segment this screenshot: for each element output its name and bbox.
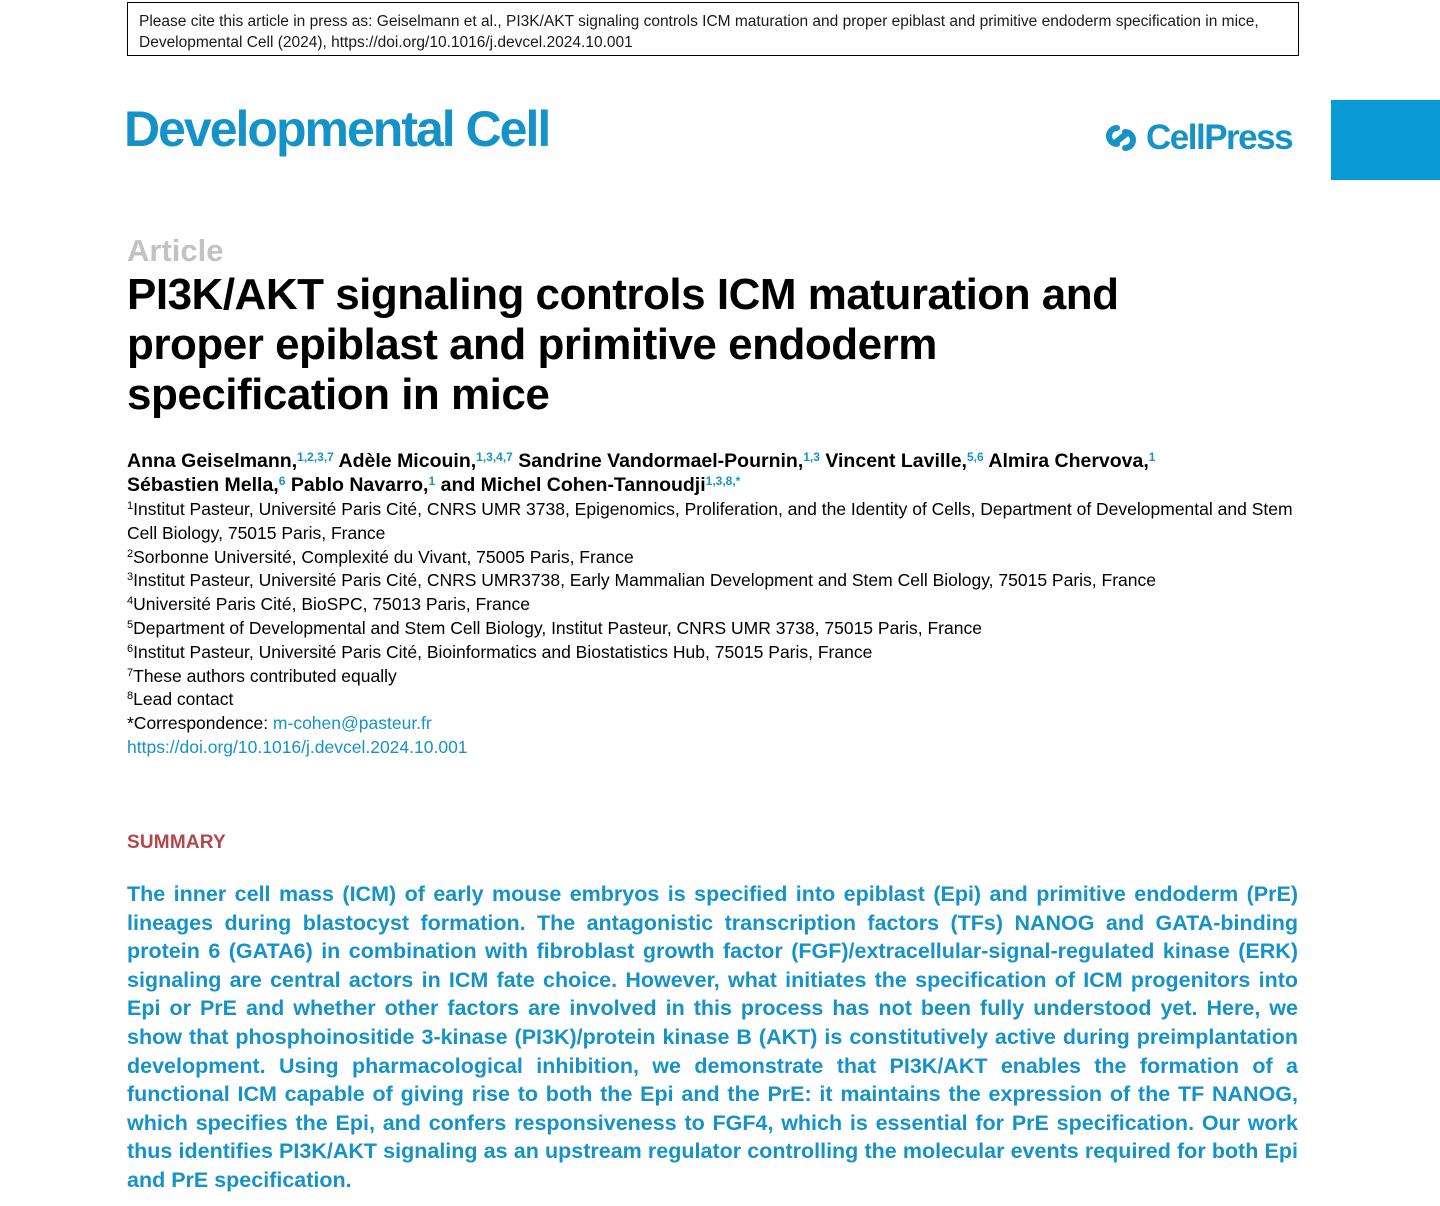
affiliation-item xyxy=(127,593,1307,617)
publisher-name: CellPress xyxy=(1146,118,1293,157)
affiliation-item xyxy=(127,498,1307,546)
cellpress-logo-icon xyxy=(1102,119,1140,157)
affiliations-block xyxy=(127,498,1307,760)
journal-title: Developmental Cell xyxy=(124,101,550,157)
affiliation-text: Department of Developmental and Stem Cell Biology, Institut Pasteur, CNRS UMR 3738, 75015 Paris, France xyxy=(133,617,982,638)
author-name: Vincent Laville, xyxy=(825,450,967,472)
author xyxy=(339,450,513,472)
author xyxy=(518,450,820,472)
author xyxy=(988,450,1155,472)
author-affiliation-marks[interactable]: 1,3,4,7 xyxy=(476,450,513,464)
affiliation-number: 1 xyxy=(127,500,134,512)
author-name: Anna Geiselmann, xyxy=(127,450,298,472)
author-affiliation-marks[interactable]: 1,3 xyxy=(803,450,820,464)
affiliation-number: 5 xyxy=(127,618,134,631)
correspondence xyxy=(127,712,1307,736)
author-affiliation-marks[interactable]: 1,2,3,7 xyxy=(297,450,334,464)
author-affiliation-marks[interactable]: 1,3,8,* xyxy=(705,474,741,488)
affiliation-number: 8 xyxy=(127,690,134,703)
affiliation-item xyxy=(127,665,1307,689)
author xyxy=(825,450,983,472)
paper-title: PI3K/AKT signaling controls ICM maturation and proper epiblast and primitive endoderm specification in mice xyxy=(127,270,1119,419)
affiliation-text: Université Paris Cité, BioSPC, 75013 Paris, France xyxy=(133,594,530,615)
article-type: Article xyxy=(127,233,224,268)
affiliation-text: These authors contributed equally xyxy=(133,665,397,686)
doi-line xyxy=(127,736,1307,760)
author-name: and Michel Cohen-Tannoudji xyxy=(440,474,706,496)
affiliation-item xyxy=(127,641,1307,665)
publisher-logo xyxy=(1102,118,1292,158)
correspondence-label: *Correspondence: xyxy=(127,713,273,734)
author xyxy=(127,450,334,472)
cite-notice-box xyxy=(127,2,1299,56)
affiliation-text: Lead contact xyxy=(133,689,234,710)
affiliation-item xyxy=(127,546,1307,570)
author-name: Adèle Micouin, xyxy=(338,450,477,472)
affiliation-item xyxy=(127,569,1307,593)
summary-text: The inner cell mass (ICM) of early mouse embryos is specified into epiblast (Epi) and primitive endoderm (PrE) lineages during blastocyst formation. The antagonistic transcription factors (TFs) NANOG and GATA-binding protein 6 (GATA6) in combination with fibroblast growth factor (FGF)/extracellular-signal-regulated kinase (ERK) signaling are central actors in ICM fate choice. However, what initiates the specification of ICM progenitors into Epi or PrE and whether other factors are involved in this process has not been fully understood yet. Here, we show that phosphoinositide 3-kinase (PI3K)/protein kinase B (AKT) is constitutively active during preimplantation development. Using pharmacological inhibition, we demonstrate that PI3K/AKT enables the formation of a functional ICM capable of giving rise to both the Epi and the PrE: it maintains the expression of the TF NANOG, which specifies the Epi, and confers responsiveness to FGF4, which is essential for PrE specification. Our work thus identifies PI3K/AKT signaling as an upstream regulator controlling the molecular events required for both Epi and PrE specification. xyxy=(127,882,1298,1192)
summary-heading: SUMMARY xyxy=(127,832,226,853)
affiliation-text: Sorbonne Université, Complexité du Vivant, 75005 Paris, France xyxy=(133,546,634,567)
affiliation-number: 2 xyxy=(127,547,134,560)
cite-notice-text: Please cite this article in press as: Geiselmann et al., PI3K/AKT signaling controls ICM maturation and proper epiblast and primitive endoderm specification in mice, Developmental Cell (2024), https://doi.org/10.1016/j.devcel.2024.10.001 xyxy=(139,13,1259,51)
author-affiliation-marks[interactable]: 1 xyxy=(428,474,436,488)
author-name: Almira Chervova, xyxy=(988,450,1149,472)
author-name: Sébastien Mella, xyxy=(127,474,279,496)
author-affiliation-marks[interactable]: 1 xyxy=(1148,450,1156,464)
author-affiliation-marks[interactable]: 5,6 xyxy=(966,450,984,464)
affiliation-item xyxy=(127,617,1307,641)
affiliation-list xyxy=(127,498,1307,712)
author-name: Pablo Navarro, xyxy=(290,474,429,496)
correspondence-email-link[interactable]: m-cohen@pasteur.fr xyxy=(272,713,432,734)
side-tab xyxy=(1331,100,1440,180)
affiliation-number: 3 xyxy=(127,571,134,584)
affiliation-text: Institut Pasteur, Université Paris Cité, Bioinformatics and Biostatistics Hub, 75015 Paris, France xyxy=(133,641,873,662)
affiliation-text: Institut Pasteur, Université Paris Cité, CNRS UMR3738, Early Mammalian Development and Stem Cell Biology, 75015 Paris, France xyxy=(133,570,1156,591)
doi-link[interactable]: https://doi.org/10.1016/j.devcel.2024.10.001 xyxy=(127,736,468,757)
author xyxy=(291,474,435,496)
affiliation-item xyxy=(127,688,1307,712)
affiliation-text: Institut Pasteur, Université Paris Cité, CNRS UMR 3738, Epigenomics, Proliferation, and the Identity of Cells, Department of Developmental and Stem Cell Biology, 75015 Paris, France xyxy=(127,499,1293,543)
author xyxy=(441,474,741,496)
affiliation-number: 4 xyxy=(127,595,134,608)
author xyxy=(127,474,285,496)
author-affiliation-marks[interactable]: 6 xyxy=(278,474,286,488)
author-name: Sandrine Vandormael-Pournin, xyxy=(518,450,804,472)
author-list xyxy=(127,449,1307,497)
affiliation-number: 6 xyxy=(127,642,134,655)
affiliation-number: 7 xyxy=(127,666,134,679)
